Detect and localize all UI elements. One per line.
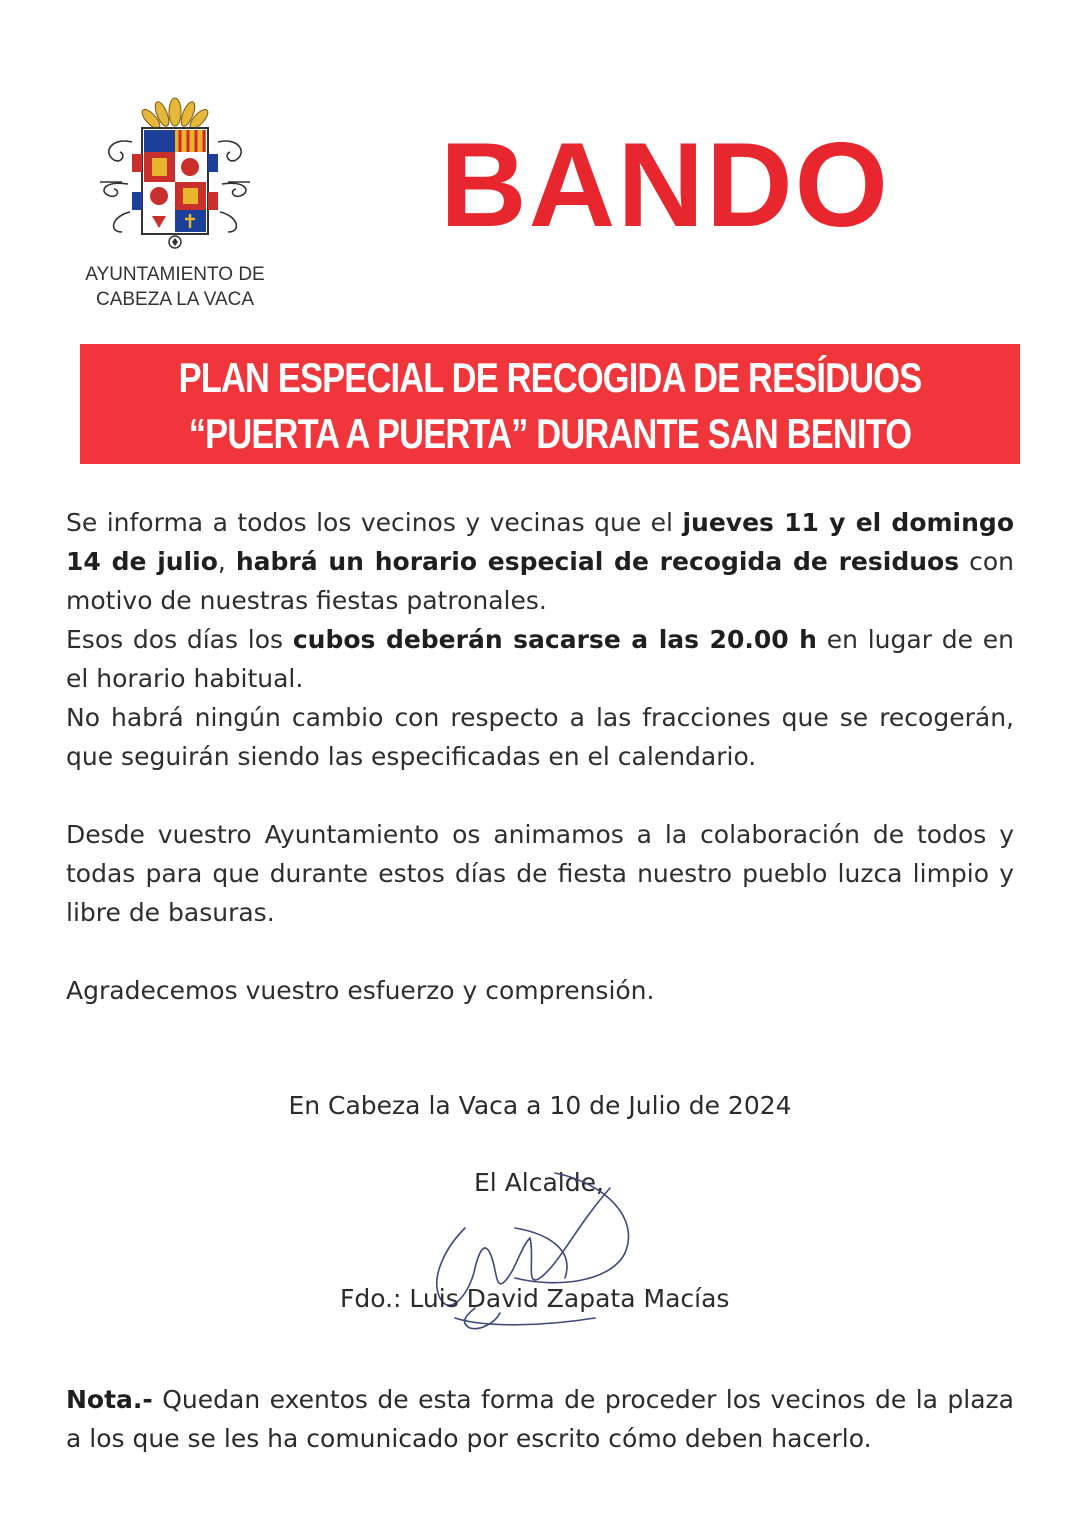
text-segment: Se informa a todos los vecinos y vecinas que el bbox=[66, 508, 683, 537]
bold-special-schedule: habrá un horario especial de recogida de residuos bbox=[235, 547, 960, 576]
paragraph-schedule bbox=[66, 503, 1014, 620]
text-segment: con motivo de nuestras fiestas patronales. bbox=[66, 547, 1014, 615]
bold-dates: jueves 11 y el domingo 14 de julio bbox=[66, 508, 1014, 576]
note-text: Quedan exentos de esta forma de proceder los vecinos de la plaza a los que se les ha comunicado por escrito cómo deben hacerlo. bbox=[66, 1385, 1014, 1453]
document-title: BANDO bbox=[440, 118, 890, 252]
text-segment: en lugar de en el horario habitual. bbox=[66, 625, 1014, 693]
spacer bbox=[66, 776, 1014, 815]
mayor-title: El Alcalde, bbox=[474, 1168, 604, 1197]
banner-line-2: “PUERTA A PUERTA” DURANTE SAN BENITO bbox=[188, 410, 912, 457]
document-header bbox=[0, 0, 1080, 330]
organization-name-line-1: AYUNTAMIENTO DE bbox=[85, 264, 265, 285]
spacer bbox=[66, 932, 1014, 971]
organization-name bbox=[60, 262, 290, 312]
paragraph-bins bbox=[66, 620, 1014, 698]
text-segment: Esos dos días los bbox=[66, 625, 293, 654]
coat-of-arms-icon bbox=[92, 92, 258, 260]
paragraph-fractions: No habrá ningún cambio con respecto a las fracciones que se recogerán, que seguirán siendo las especificadas en el calendario. bbox=[66, 703, 1014, 771]
banner-line-1: PLAN ESPECIAL DE RECOGIDA DE RESÍDUOS bbox=[178, 354, 922, 401]
note-label: Nota.- bbox=[66, 1385, 153, 1414]
place-date: En Cabeza la Vaca a 10 de Julio de 2024 bbox=[288, 1091, 792, 1120]
organization-name-line-2: CABEZA LA VACA bbox=[95, 289, 255, 310]
notice-body bbox=[66, 503, 1014, 1010]
note-paragraph bbox=[66, 1380, 1014, 1458]
text-segment: , bbox=[217, 547, 236, 576]
signed-by: Fdo.: Luis David Zapata Macías bbox=[340, 1284, 730, 1313]
subject-banner bbox=[80, 344, 1020, 464]
bold-bins-time: cubos deberán sacarse a las 20.00 h bbox=[292, 625, 817, 654]
paragraph-thanks: Agradecemos vuestro esfuerzo y comprensión. bbox=[66, 976, 655, 1005]
paragraph-collaboration: Desde vuestro Ayuntamiento os animamos a la colaboración de todos y todas para que durante estos días de fiesta nuestro pueblo luzca limpio y libre de basuras. bbox=[66, 820, 1014, 927]
